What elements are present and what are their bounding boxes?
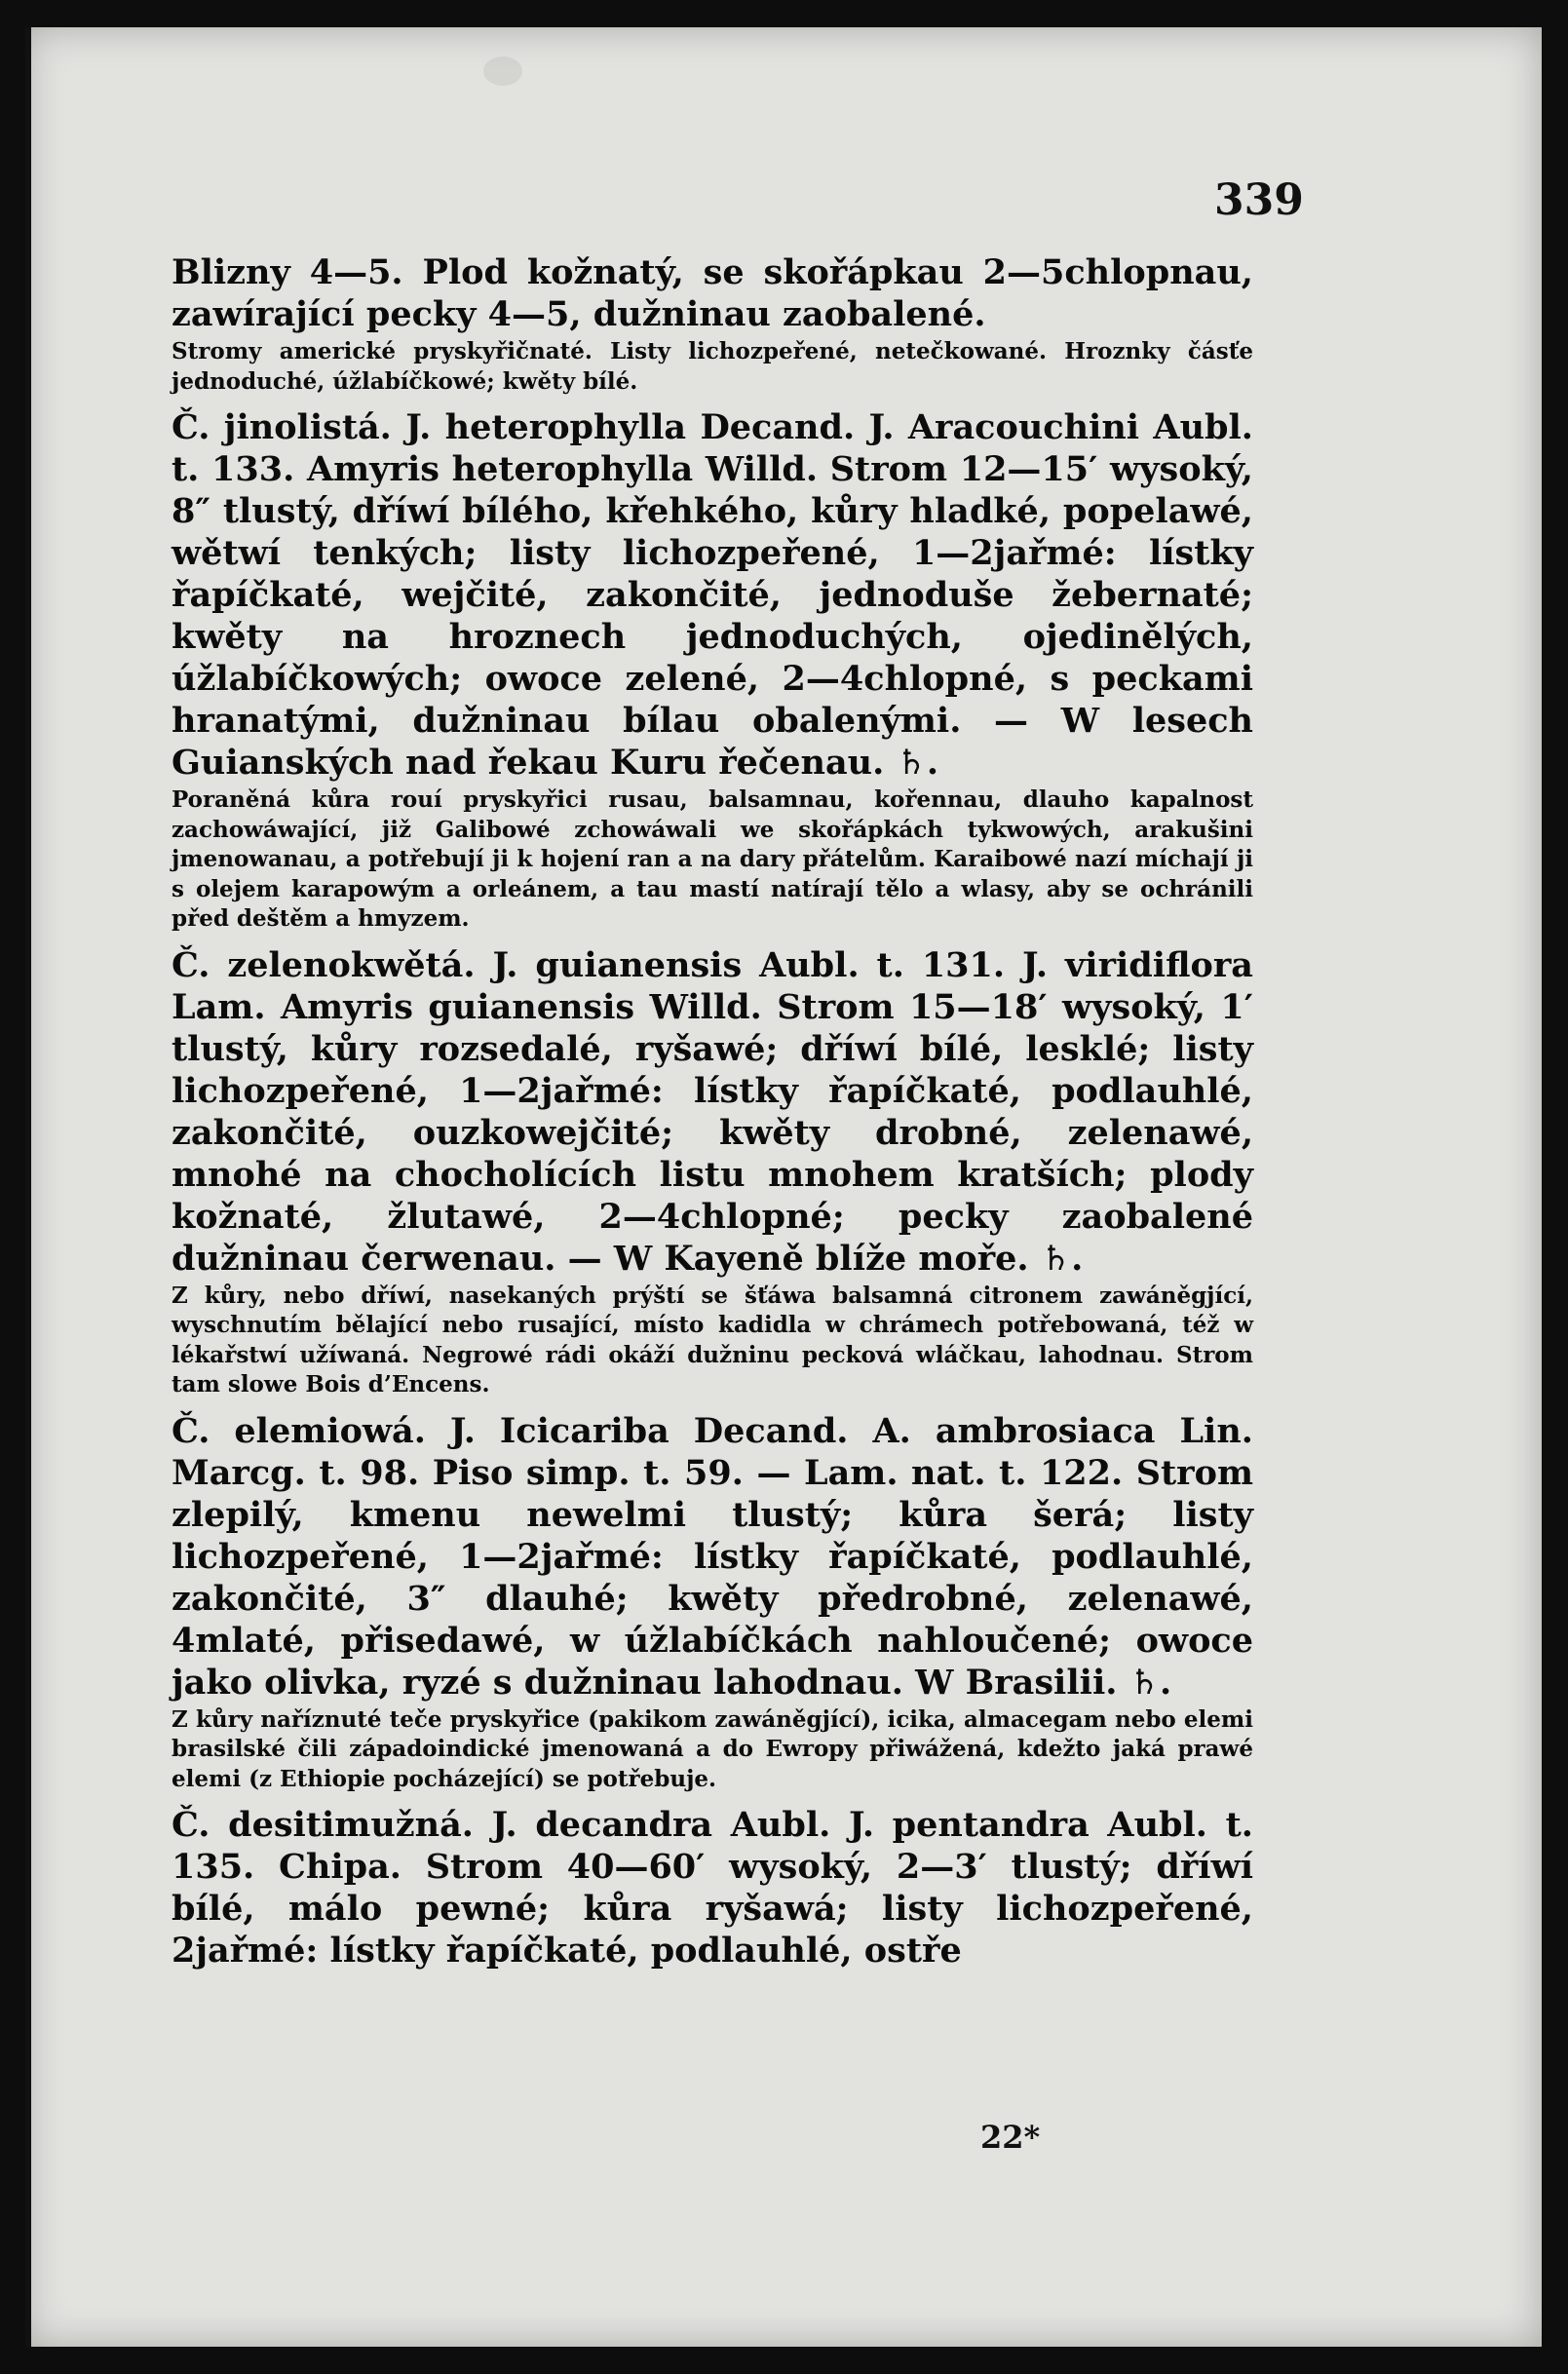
note-elemi: Z kůry naříznuté teče pryskyřice (pakikom zawáněgjící), icika, almacegam nebo elemi brasilské čili západoindické jmenowaná a do Ewropy přiwážená, kdežto jaká prawé elemi (z Ethiopie pocházející) se potřebuje.: [172, 1705, 1253, 1792]
paragraph-species-guianensis: Č. zelenokwětá. J. guianensis Aubl. t. 131. J. viridiflora Lam. Amyris guianensis Willd. Strom 15—18′ wysoký, 1′ tlustý, kůry rozsedalé, ryšawé; dříwí bílé, lesklé; listy lichozpeřené, 1—2jařmé: lístky řapíčkaté, podlauhlé, zakončité, ouzkowejčité; kwěty drobné, zelenawé, mnohé na chocholících listu mnohem kratších; plody kožnaté, žlutawé, 2—4chlopné; pecky zaobalené dužninau čerwenau. — W Kayeně blíže moře. ♄.: [172, 944, 1253, 1279]
stain: [483, 57, 522, 86]
page-number: 339: [1214, 175, 1304, 225]
note-resin-use: Poraněná kůra rouí pryskyřici rusau, balsamnau, kořennau, dlauho kapalnost zachowáwající, již Galibowé zchowáwali we skořápkách tykwowých, arakušini jmenowanau, a potřebují ji k hojení ran a na dary přátelům. Karaibowé nazí míchají ji s olejem karapowým a orleánem, a tau mastí natírají tělo a wlasy, aby se ochránili před deštěm a hmyzem.: [172, 786, 1253, 932]
spine-shadow: [25, 27, 31, 2347]
paragraph-species-heterophylla: Č. jinolistá. J. heterophylla Decand. J. Aracouchini Aubl. t. 133. Amyris heterophylla Willd. Strom 12—15′ wysoký, 8″ tlustý, dříwí bílého, křehkého, kůry hladké, popelawé, wětwí tenkých; listy lichozpeřené, 1—2jařmé: lístky řapíčkaté, wejčité, zakončité, jednoduše žebernaté; kwěty na hroznech jednoduchých, ojedinělých, úžlabíčkowých; owoce zelené, 2—4chlopné, s peckami hranatými, dužninau bílau obalenými. — W lesech Guianských nad řekau Kuru řečenau. ♄.: [172, 407, 1253, 783]
paragraph-species-decandra: Č. desitimužná. J. decandra Aubl. J. pentandra Aubl. t. 135. Chipa. Strom 40—60′ wysoký, 2—3′ tlustý; dříwí bílé, málo pewné; kůra ryšawá; listy lichozpeřené, 2jařmé: lístky řapíčkaté, podlauhlé, ostře: [172, 1805, 1253, 1971]
book-page: [25, 27, 1542, 2347]
paragraph-stigma-fruit: Blizny 4—5. Plod kožnatý, se skořápkau 2—5chlopnau, zawírající pecky 4—5, dužninau zaobalené.: [172, 252, 1253, 334]
note-incense: Z kůry, nebo dříwí, nasekaných prýští se šťáwa balsamná citronem zawáněgjící, wyschnutím bělající nebo rusající, místo kadidla w chrámech potřebowaná, též w lékařstwí užíwaná. Negrowé rádi okáží dužninu pecková wláčkau, lahodnau. Strom tam slowe Bois d’Encens.: [172, 1282, 1253, 1398]
text-column: [172, 251, 1253, 1972]
paragraph-species-icicariba: Č. elemiowá. J. Icicariba Decand. A. ambrosiaca Lin. Marcg. t. 98. Piso simp. t. 59. — Lam. nat. t. 122. Strom zlepilý, kmenu newelmi tlustý; kůra šerá; listy lichozpeřené, 1—2jařmé: lístky řapíčkaté, podlauhlé, zakončité, 3″ dlauhé; kwěty předrobné, zelenawé, 4mlaté, přisedawé, w úžlabíčkách nahloučené; owoce jako olivka, ryzé s dužninau lahodnau. W Brasilii. ♄.: [172, 1410, 1253, 1703]
note-genus-description: Stromy americké pryskyřičnaté. Listy lichozpeřené, netečkowané. Hroznky čásťe jednoduché, úžlabíčkowé; kwěty bílé.: [172, 338, 1253, 395]
signature-mark: 22*: [980, 2119, 1041, 2156]
